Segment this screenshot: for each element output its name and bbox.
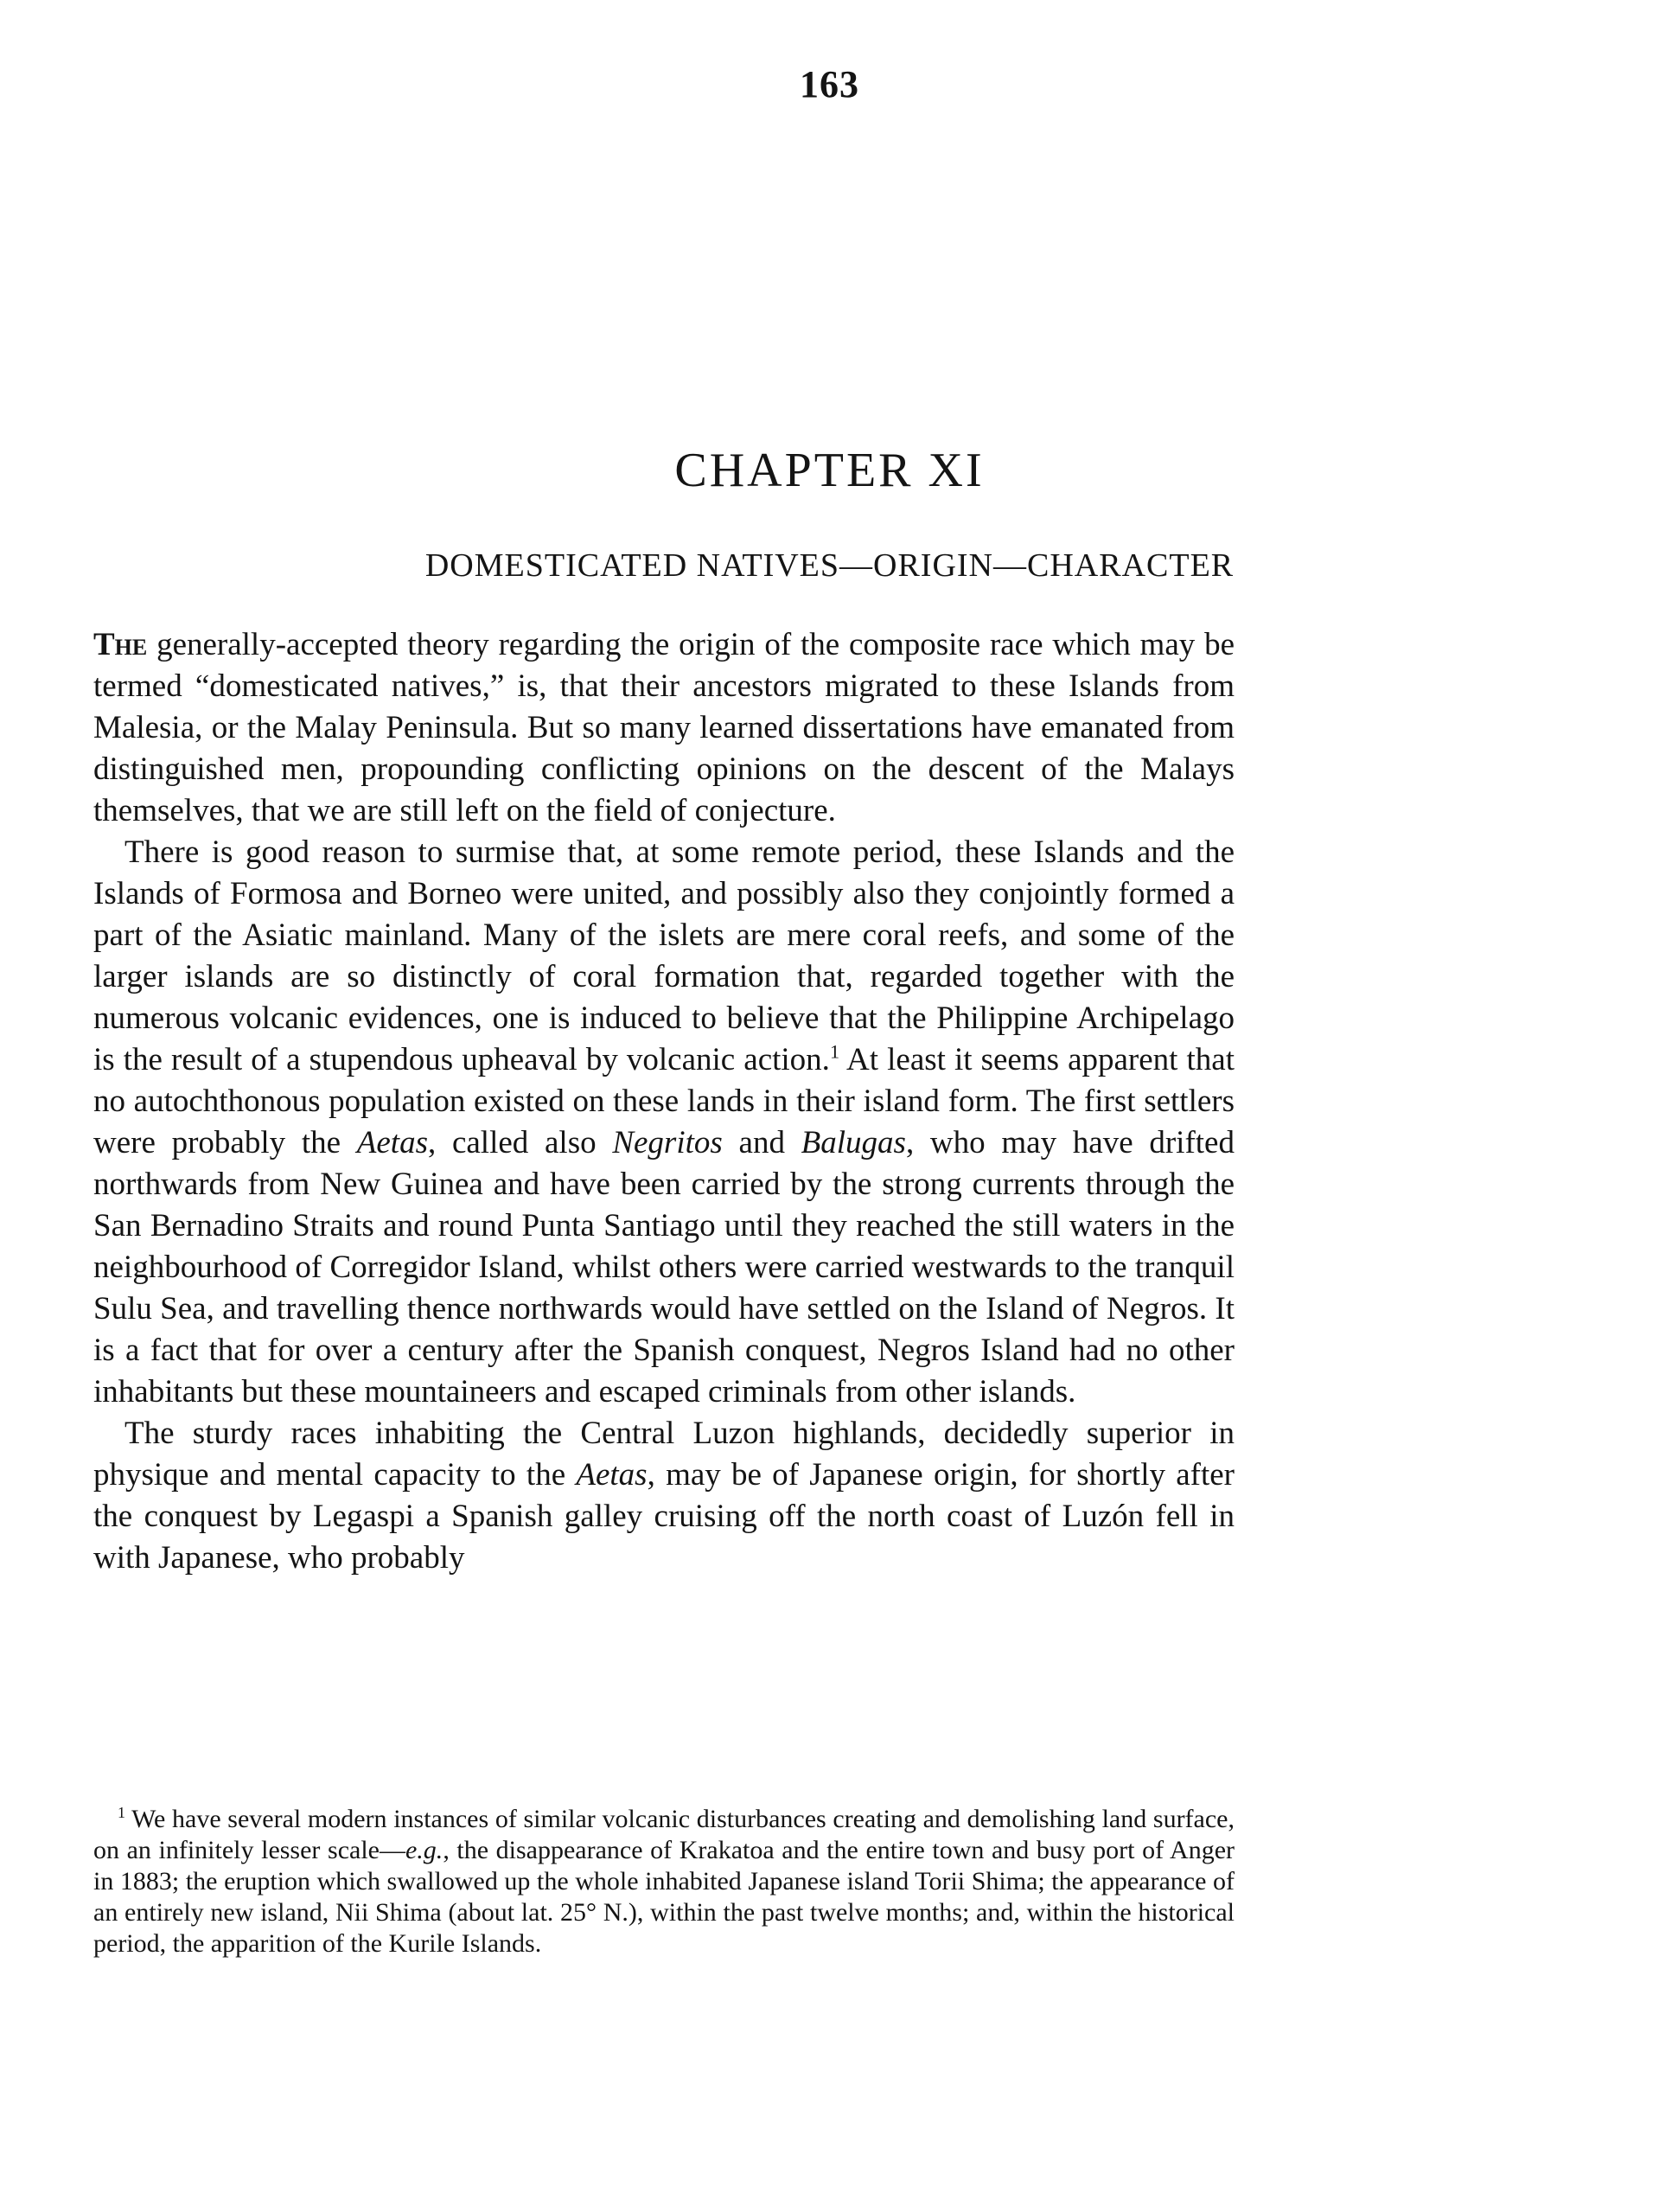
paragraph-3 xyxy=(93,1413,1235,1579)
footnote-marker: 1 xyxy=(118,1804,125,1821)
paragraph-1-text: generally-accepted theory regarding the origin of the composite race which may be termed “domesticated natives,” is, that their ancestors migrated to these Islands from Malesia, or the Malay Peninsula. But so many learned dissertations have emanated from distinguished men, propounding conflicting opinions on the descent of the Malays themselves, that we are still left on the field of conjecture. xyxy=(93,627,1235,828)
footnote xyxy=(93,1804,1235,1959)
footnote-eg: e.g. xyxy=(405,1836,443,1864)
chapter-title: CHAPTER XI xyxy=(674,444,985,497)
paragraph-3-text-b: , may be of Japanese origin, for shortly after the conquest by Legaspi a Spanish galley cruising off the north coast of Luzón fell in with Japanese, who probably xyxy=(93,1457,1235,1576)
paragraph-2-text-b: At least it seems apparent that no autochthonous population existed on these lands in their island form. The first settlers were probably the xyxy=(93,1042,1235,1160)
dropword: The xyxy=(93,627,148,662)
paragraph-3-text-a: The sturdy races inhabiting the Central Luzon highlands, decidedly superior in physique and mental capacity to the xyxy=(93,1416,1235,1493)
paragraph-2-text-c: , called also xyxy=(427,1125,613,1160)
paragraph-2-text-a: There is good reason to surmise that, at some remote period, these Islands and the Islands of Formosa and Borneo were united, and possibly also they conjointly formed a part of the Asiatic mainland. Many of the islets are mere coral reefs, and some of the larger islands are so distinctly of coral formation that, regarded together with the numerous volcanic evidences, one is induced to believe that the Philippine Archipelago is the result of a stupendous upheaval by volcanic action. xyxy=(93,834,1235,1077)
negritos-term: Negritos xyxy=(612,1125,723,1160)
paragraph-2-text-e: , who may have drifted northwards from New Guinea and have been carried by the strong currents through the San Bernadino Straits and round Punta Santiago until they reached the still waters in the neighbourhood of Corregidor Island, whilst others were carried westwards to the tranquil Sulu Sea, and travelling thence northwards would have settled on the Island of Negros. It is a fact that for over a century after the Spanish conquest, Negros Island had no other inhabitants but these mountaineers and escaped criminals from other islands. xyxy=(93,1125,1235,1410)
chapter-subtitle: DOMESTICATED NATIVES—ORIGIN—CHARACTER xyxy=(424,547,1235,584)
page-number: 163 xyxy=(800,63,859,105)
footnote-text xyxy=(93,1804,1235,1959)
balugas-term: Balugas xyxy=(801,1125,906,1160)
footnote-text-b: , the disappearance of Krakatoa and the entire town and busy port of Anger in 1883; the eruption which swallowed up the whole inhabited Japanese island Torii Shima; the appearance of an entirely new island, Nii Shima (about lat. 25° N.), within the past twelve months; and, within the historical period, the apparition of the Kurile Islands. xyxy=(93,1836,1235,1958)
paragraph-2 xyxy=(93,832,1235,1413)
body-text xyxy=(93,624,1235,1579)
footnote-text-a: We have several modern instances of similar volcanic disturbances creating and demolishing land surface, on an infinitely lesser scale— xyxy=(93,1805,1235,1864)
paragraph-2-text-d: and xyxy=(722,1125,801,1160)
paragraph-1 xyxy=(93,624,1235,832)
aetas-term: Aetas xyxy=(356,1125,428,1160)
footnote-reference: 1 xyxy=(829,1040,840,1063)
aetas-term-2: Aetas xyxy=(576,1457,648,1493)
